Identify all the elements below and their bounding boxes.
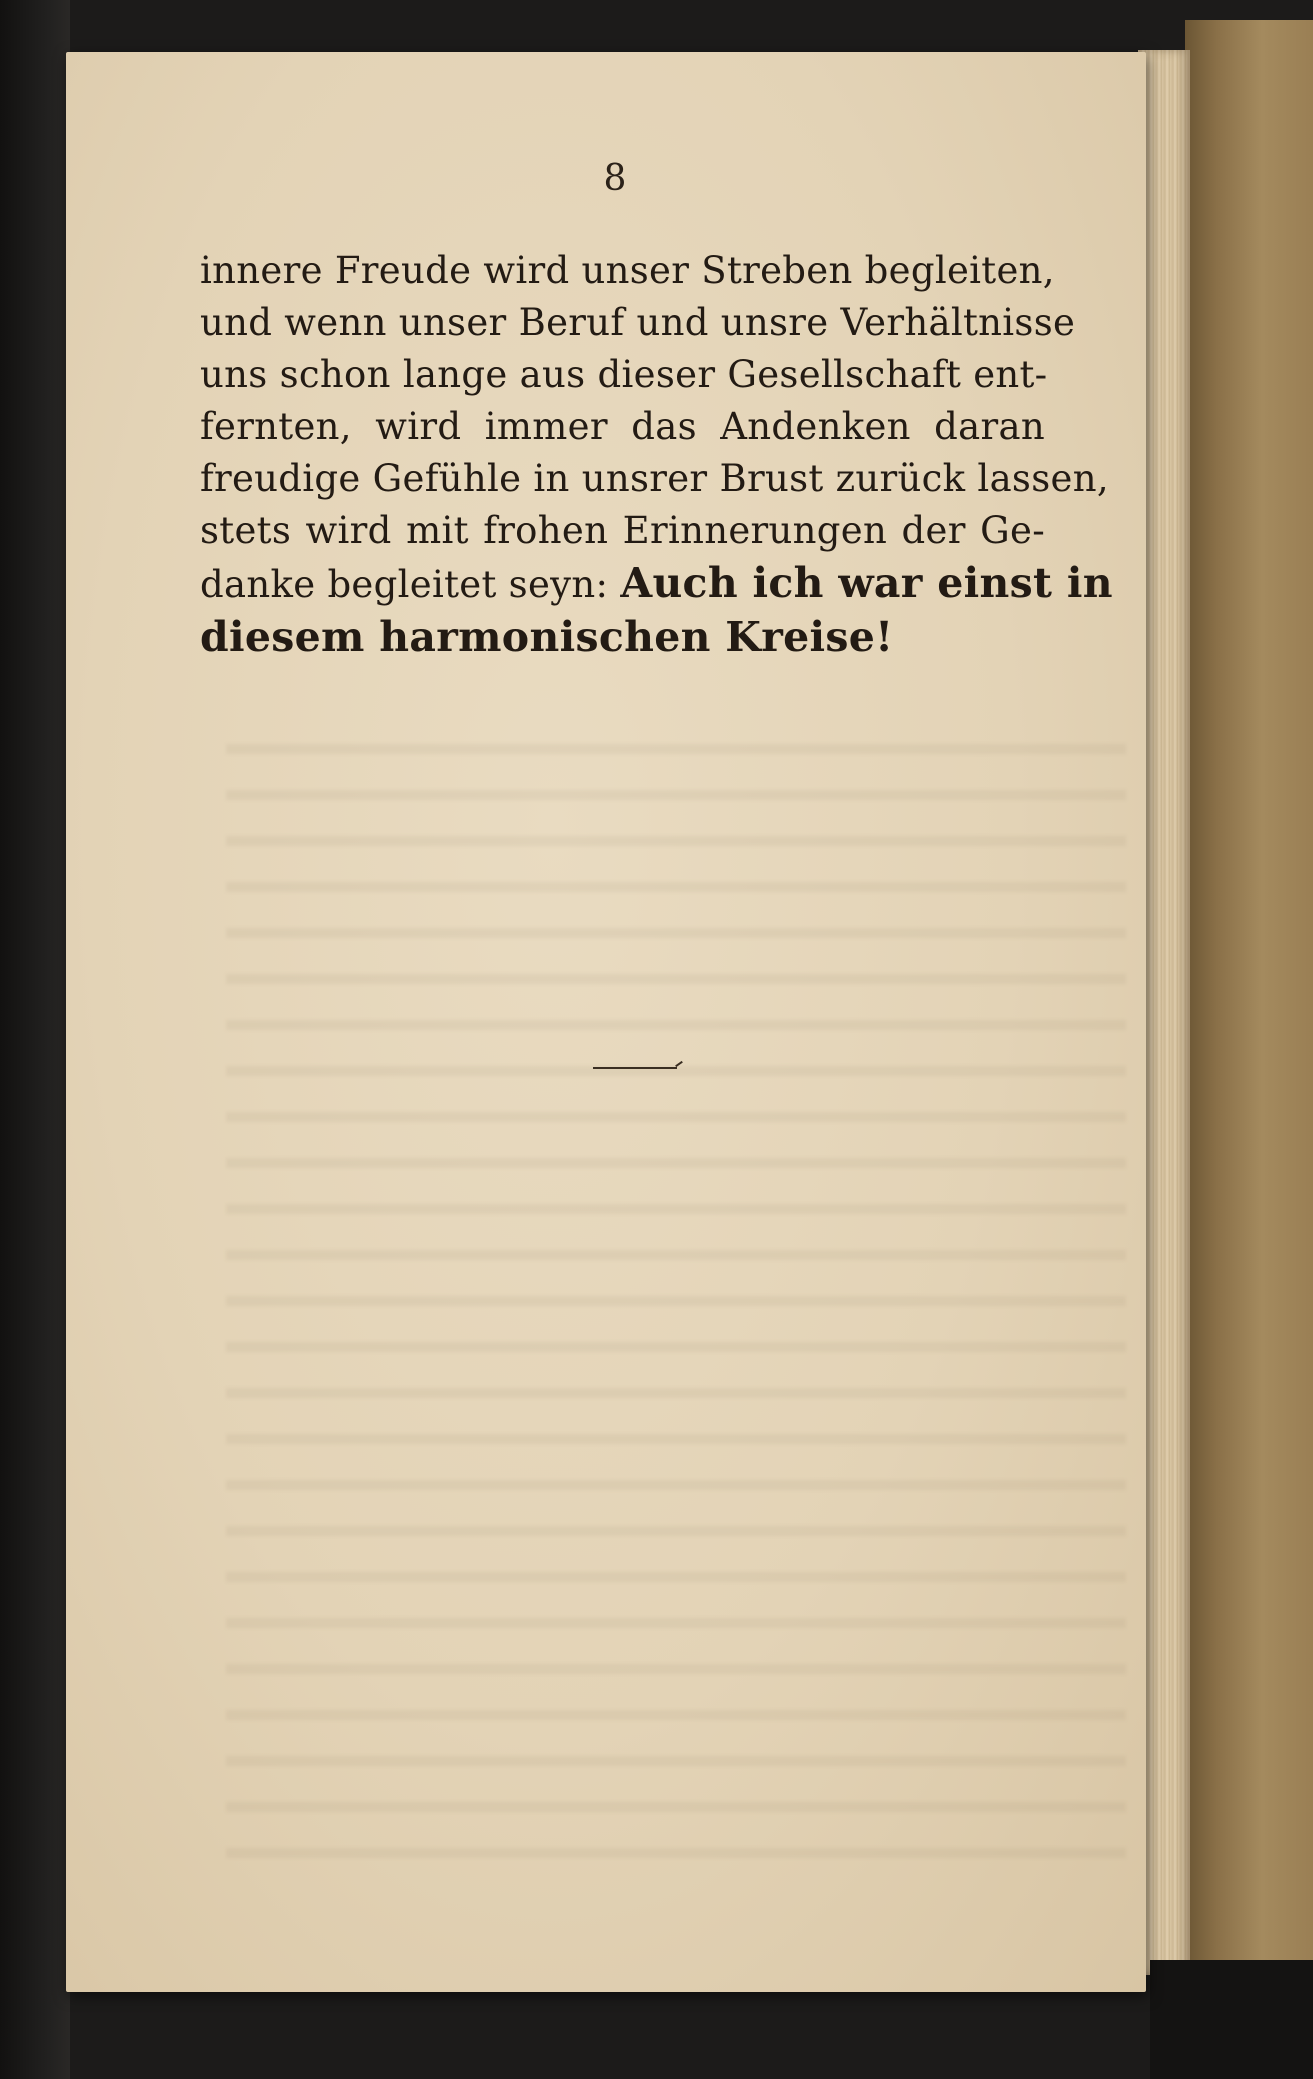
dark-backing	[0, 0, 70, 2079]
body-paragraph	[200, 245, 1113, 663]
text-line: innere Freude wird unser Streben begleiten,	[200, 249, 1055, 292]
shadow-corner	[1150, 1960, 1313, 2079]
book-cover	[1185, 20, 1313, 2030]
text-line: freudige Gefühle in unsrer Brust zurück lassen,	[200, 457, 1109, 500]
text-line: stets wird mit frohen Erinnerungen der Ge-	[200, 509, 1045, 552]
text-line: uns schon lange aus dieser Gesellschaft ent-	[200, 353, 1048, 396]
page-number: 8	[603, 158, 627, 199]
text-line: fernten, wird immer das Andenken daran	[200, 405, 1045, 448]
text-line: und wenn unser Beruf und unsre Verhältnisse	[200, 301, 1076, 344]
text-line-mixed	[200, 557, 1113, 611]
show-through-text	[226, 717, 1126, 1867]
closing-rule	[593, 1067, 677, 1069]
emphasized-line: diesem harmonischen Kreise!	[200, 613, 894, 661]
emphasized-phrase: Auch ich war einst in	[620, 559, 1113, 607]
text-segment: danke begleitet seyn:	[200, 563, 609, 606]
